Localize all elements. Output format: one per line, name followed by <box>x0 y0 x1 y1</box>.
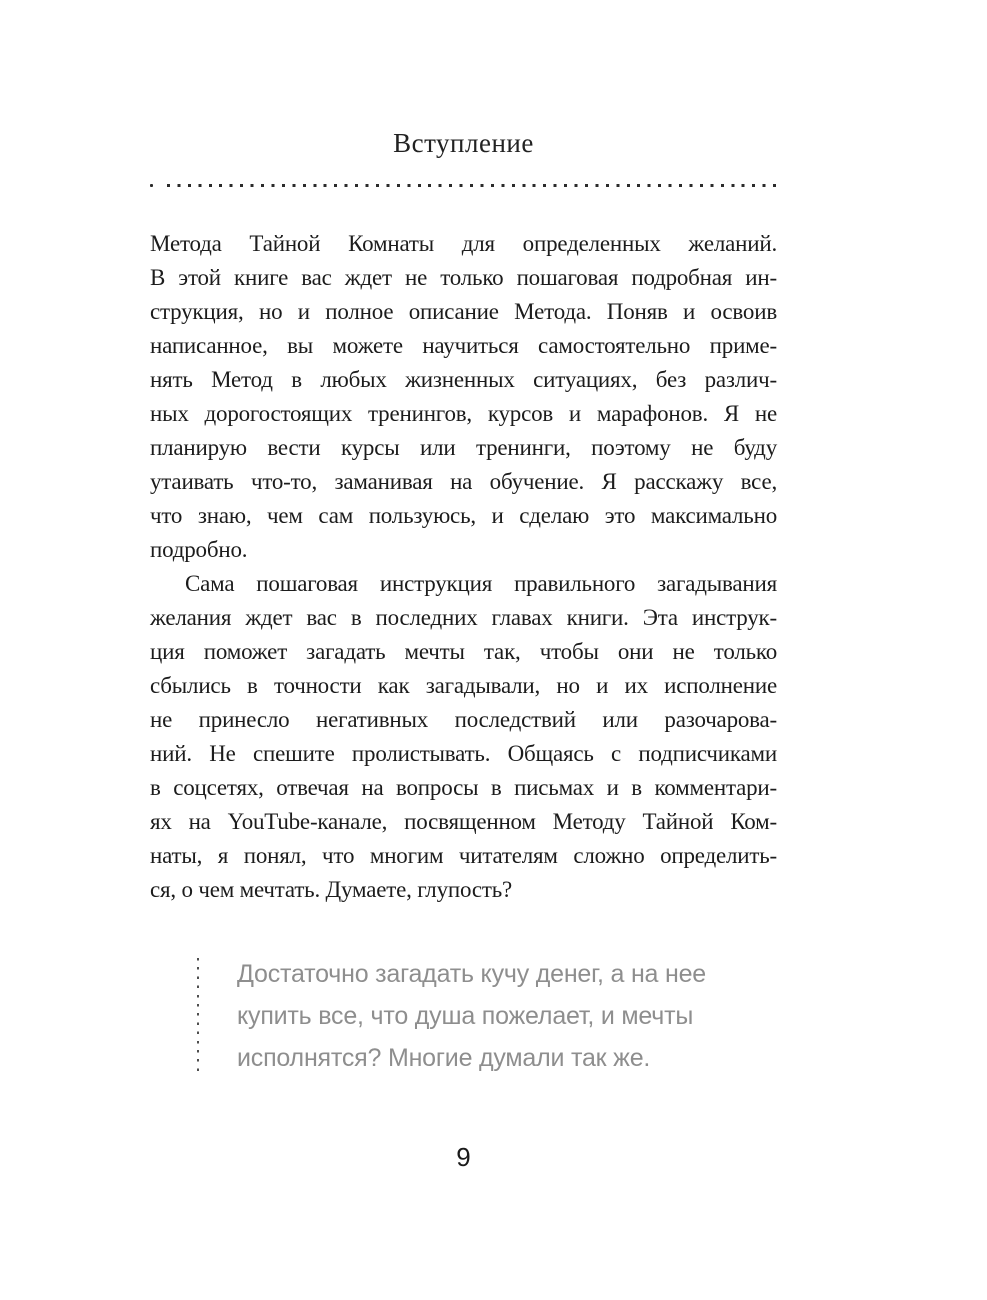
text-line: сбылись в точности как загадывали, но и их исполнение <box>150 673 777 698</box>
divider-lead-dot <box>150 184 153 187</box>
text-line: В этой книге вас ждет не только пошаговая подробная ин- <box>150 265 777 290</box>
text-line: ся, о чем мечтать. Думаете, глупость? <box>150 877 513 902</box>
text-line: ция поможет загадать мечты так, чтобы они не только <box>150 639 777 664</box>
quote-line: купить все, что душа пожелает, и мечты <box>237 1002 694 1030</box>
text-line: ний. Не спешите пролистывать. Общаясь с подписчиками <box>150 741 777 766</box>
text-line: желания ждет вас в последних главах книги. Эта инструк- <box>150 605 777 630</box>
text-line: Метода Тайной Комнаты для определенных желаний. <box>150 231 777 256</box>
text-line: планирую вести курсы или тренинги, поэтому не буду <box>150 435 777 460</box>
divider-rule <box>150 183 777 187</box>
text-line: ных дорогостоящих тренингов, курсов и марафонов. Я не <box>150 401 777 426</box>
quote-dotted-rule <box>197 958 199 1077</box>
text-line: Сама пошаговая инструкция правильного загадывания <box>185 571 777 596</box>
text-line: не принесло негативных последствий или разочарова- <box>150 707 777 732</box>
quote-block <box>197 953 777 1079</box>
body-text <box>150 227 777 907</box>
text-line: что знаю, чем сам пользуюсь, и сделаю это максимально <box>150 503 777 528</box>
quote-line: Достаточно загадать кучу денег, а на нее <box>237 960 707 988</box>
text-line: ях на YouTube-канале, посвященном Методу Тайной Ком- <box>150 809 777 834</box>
text-line: струкция, но и полное описание Метода. Поняв и освоив <box>150 299 777 324</box>
quote-text <box>237 953 777 1079</box>
text-line: утаивать что-то, заманивая на обучение. Я расскажу все, <box>150 469 777 494</box>
page-title: Вступление <box>393 128 534 158</box>
body-paragraph <box>150 567 777 907</box>
page-number: 9 <box>456 1142 471 1172</box>
quote-line: исполнятся? Многие думали так же. <box>237 1044 651 1072</box>
text-line: наты, я понял, что многим читателям сложно определить- <box>150 843 777 868</box>
text-line: написанное, вы можете научиться самостоятельно приме- <box>150 333 777 358</box>
text-line: в соцсетях, отвечая на вопросы в письмах и в комментари- <box>150 775 777 800</box>
text-line: нять Метод в любых жизненных ситуациях, без различ- <box>150 367 777 392</box>
divider-dotted-line <box>167 184 777 187</box>
body-paragraph <box>150 227 777 567</box>
text-line: подробно. <box>150 537 248 562</box>
